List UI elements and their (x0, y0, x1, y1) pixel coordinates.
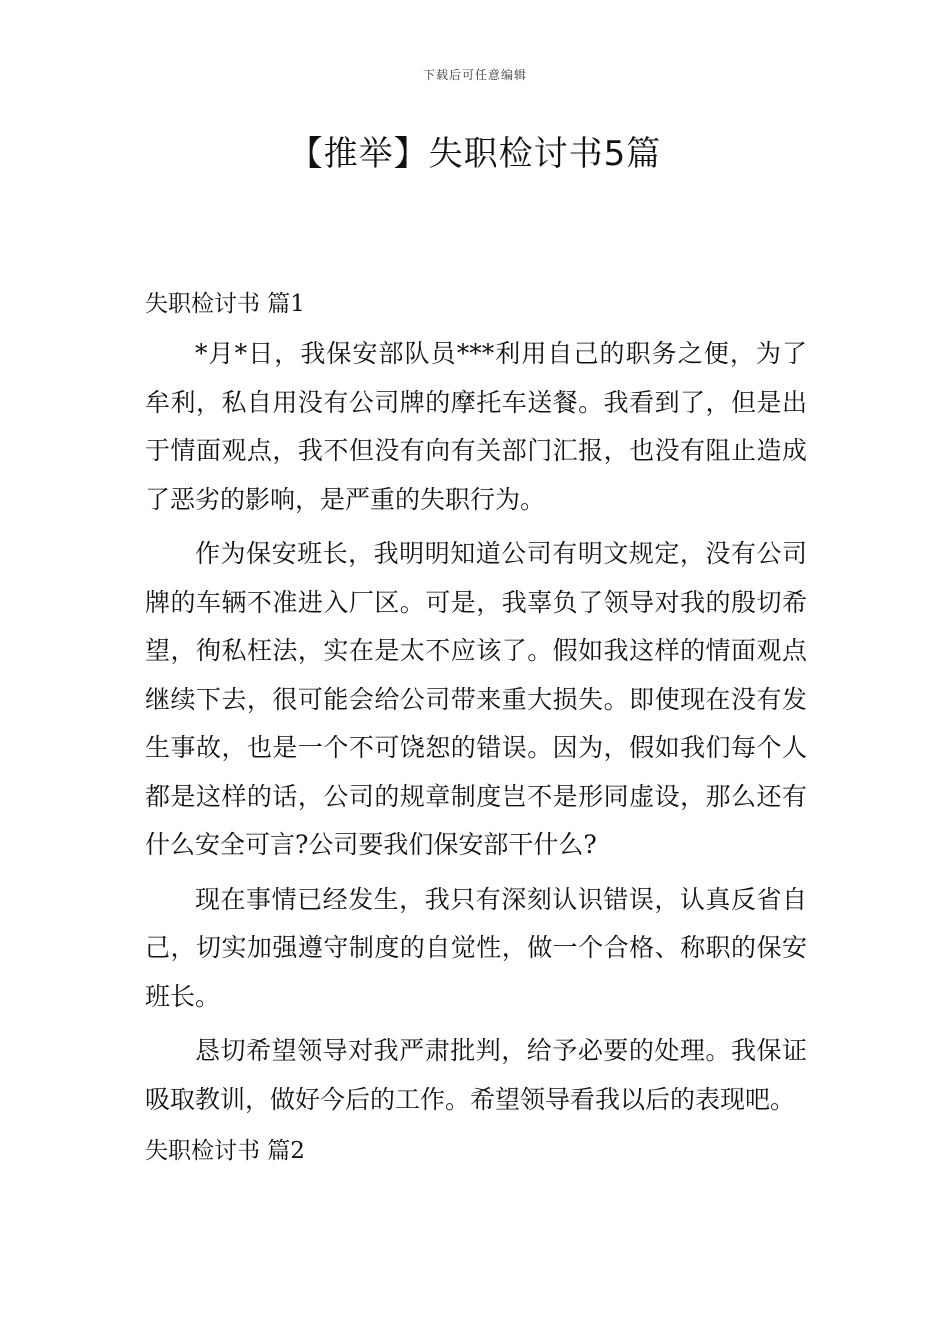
document-title: 【推举】失职检讨书5篇 (288, 134, 662, 174)
paragraph: 恳切希望领导对我严肃批判，给予必要的处理。我保证吸取教训，做好今后的工作。希望领导看我以后的表现吧。 (145, 1036, 807, 1114)
paragraph: *月*日，我保安部队员***利用自己的职务之便，为了牟利，私自用没有公司牌的摩托车送餐。我看到了，但是出于情面观点，我不但没有向有关部门汇报，也没有阻止造成了恶劣的影响，是严重的失职行为。 (145, 339, 807, 514)
paragraph: 作为保安班长，我明明知道公司有明文规定，没有公司牌的车辆不准进入厂区。可是，我辜负了领导对我的殷切希望，徇私枉法，实在是太不应该了。假如我这样的情面观点继续下去，很可能会给公司带来重大损失。即使现在没有发生事故，也是一个不可饶恕的错误。因为，假如我们每个人都是这样的话，公司的规章制度岂不是形同虚设，那么还有什么安全可言?公司要我们保安部干什么? (145, 539, 807, 859)
header-note: 下载后可任意编辑 (422, 68, 527, 82)
section-heading-1: 失职检讨书 篇1 (145, 291, 305, 317)
paragraph: 现在事情已经发生，我只有深刻认识错误，认真反省自己，切实加强遵守制度的自觉性，做一个合格、称职的保安班长。 (145, 884, 807, 1011)
document-body (145, 280, 807, 1175)
section-heading-2: 失职检讨书 篇2 (145, 1138, 305, 1164)
